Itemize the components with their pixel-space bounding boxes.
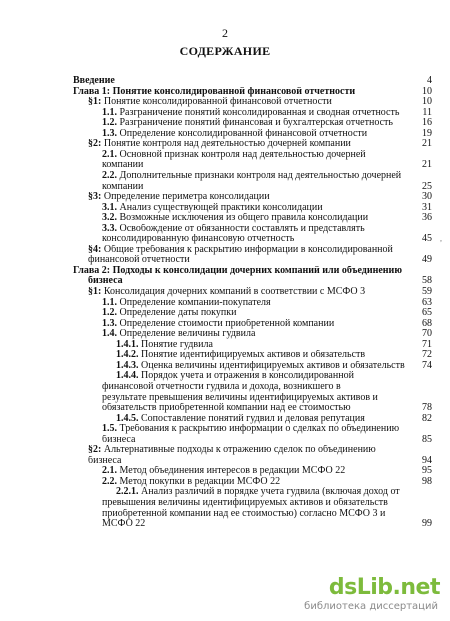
toc-entry: [0, 424, 450, 434]
toc-entry: [0, 403, 450, 413]
toc-entry-page: 25: [422, 180, 432, 192]
toc-entry-page: 63: [422, 296, 432, 308]
toc-entry: [0, 245, 450, 255]
toc-entry-text: [102, 203, 414, 213]
toc-entry-page: 74: [422, 359, 432, 371]
toc-entry-title: Порядок учета и отражения в консолидированной: [141, 371, 354, 382]
toc-entry: [0, 435, 450, 445]
toc-entry-title: консолидированную финансовую отчетность: [102, 234, 295, 245]
toc-entry-page: 98: [422, 475, 432, 487]
toc-entry-title: Анализ различий в порядке учета гудвила (включая доход от: [141, 487, 400, 498]
toc-entry-title: Основной признак контроля над деятельностью дочерней: [119, 149, 366, 160]
toc-entry-page: 70: [422, 328, 432, 340]
toc-entry-title: Консолидация дочерних компаний в соответствии с МСФО 3: [103, 287, 366, 297]
toc-entry-title: МСФО 22: [102, 519, 146, 530]
toc-entry: [0, 308, 450, 318]
toc-entry-number: 1.3.: [102, 318, 117, 329]
toc-entry-page: 72: [422, 349, 432, 361]
toc-entry-title: Метод объединения интересов в редакции МСФО 22: [119, 466, 346, 477]
toc-entry: [0, 192, 450, 202]
toc-entry-title: Понятие гудвила: [141, 339, 213, 350]
toc-entry-text: [102, 150, 414, 160]
toc-entry-text: [102, 329, 414, 339]
toc-entry-title: Возможные исключения из общего правила консолидации: [119, 213, 369, 224]
toc-entry-page: 85: [422, 433, 432, 445]
toc-entry-number: §3:: [88, 192, 102, 203]
toc-entry: [0, 445, 450, 455]
toc-entry-text: [102, 424, 414, 434]
toc-entry: [0, 319, 450, 329]
watermark-logo: dsLib.net: [328, 575, 440, 600]
toc-entry-text: [102, 319, 414, 329]
toc-entry-title: Анализ существующей практики консолидации: [119, 202, 323, 213]
toc-entry-title: обязательств приобретенной компании над ее стоимостью: [102, 403, 351, 414]
toc-entry-page: 94: [422, 454, 432, 466]
toc-entry: [0, 509, 450, 519]
toc-entry-number: 1.5.: [102, 424, 117, 435]
toc-entry-title: Глава 1: Понятие консолидированной финансовой отчетности: [73, 86, 356, 97]
toc-entry: [0, 477, 450, 487]
toc-entry-text: [116, 340, 414, 350]
toc-entry: [0, 329, 450, 339]
toc-entry: [0, 266, 450, 276]
toc-entry: [0, 466, 450, 476]
toc-entry-title: Введение: [73, 76, 115, 86]
toc-entry-title: Сопоставление понятий гудвил и деловая репутация: [141, 413, 365, 424]
toc-entry: [0, 171, 450, 181]
toc-entry-text: [102, 519, 414, 529]
toc-entry-text: [102, 435, 414, 445]
toc-entry: [0, 139, 450, 149]
toc-entry-number: 1.4.2.: [116, 350, 139, 361]
toc-entry-title: Определение величины гудвила: [119, 329, 256, 340]
toc-entry-title: Определение стоимости приобретенной компании: [119, 318, 335, 329]
toc-entry-number: 2.2.: [102, 476, 117, 487]
toc-entry-title: приобретенной компании над ее стоимостью) согласно МСФО 3 и: [102, 508, 386, 519]
toc-entry-page: 11: [422, 106, 432, 118]
toc-entry-page: 58: [422, 275, 432, 287]
toc-entry-text: [116, 361, 414, 371]
toc-entry-title: Определение даты покупки: [119, 308, 237, 319]
toc-entry-title: финансовой отчетности гудвила и дохода, возникшего в: [102, 381, 341, 392]
toc-entry-number: 2.2.1.: [116, 487, 139, 498]
toc-entry-number: 1.4.4.: [116, 371, 139, 382]
toc-entry-page: 30: [422, 191, 432, 203]
toc-entry-text: [102, 382, 414, 392]
toc-entry-page: 99: [422, 518, 432, 530]
toc-entry: [0, 150, 450, 160]
toc-entry-page: 65: [422, 307, 432, 319]
toc-entry-number: 2.1.: [102, 466, 117, 477]
toc-entry: [0, 498, 450, 508]
toc-entry-number: 1.4.: [102, 329, 117, 340]
toc-entry-title: Освобождение от обязанности составлять и представлять: [119, 223, 365, 234]
toc-entry-text: [102, 182, 414, 192]
toc-entry-number: 1.2.: [102, 118, 117, 129]
toc-entry-number: 3.2.: [102, 213, 117, 224]
toc-entry-text: [102, 118, 414, 128]
toc-entry-text: [102, 213, 414, 223]
toc-entry-page: 10: [422, 96, 432, 108]
toc-entry: [0, 129, 450, 139]
toc-entry-text: [102, 298, 414, 308]
toc-entry-title: Глава 2: Подходы к консолидации дочерних компаний или объединению: [73, 265, 402, 276]
page-title: СОДЕРЖАНИЕ: [179, 44, 271, 58]
watermark-subtitle: библиотека диссертаций: [304, 601, 438, 612]
toc-entry-title: Альтернативные подходы к отражению сделок по объединению: [103, 445, 376, 456]
toc-entry-number: §4:: [88, 244, 102, 255]
toc-entry-text: [102, 234, 414, 244]
toc-entry-text: [88, 192, 414, 202]
toc-entry-title: Оценка величины идентифицируемых активов и обязательств: [141, 360, 405, 371]
toc-entry: [0, 76, 450, 86]
toc-entry-text: [102, 477, 414, 487]
toc-entry-title: бизнеса: [88, 276, 123, 287]
toc-entry-number: 3.3.: [102, 223, 117, 234]
toc-entry: [0, 97, 450, 107]
toc-entry-title: Определение компании-покупателя: [119, 297, 271, 308]
toc-entry-text: [88, 287, 414, 297]
toc-entry-text: [116, 414, 414, 424]
toc-entry-text: [102, 160, 414, 170]
toc-entry-title: Общие требования к раскрытию информации в консолидированной: [103, 244, 393, 255]
toc-entry: [0, 234, 450, 244]
toc-entry-page: 21: [422, 159, 432, 171]
toc-entry-number: 1.4.3.: [116, 360, 139, 371]
page-number: 2: [222, 26, 228, 40]
toc-entry: [0, 87, 450, 97]
toc-entry-text: [102, 393, 414, 403]
toc-entry-page: 19: [422, 127, 432, 139]
toc-entry-page: 68: [422, 317, 432, 329]
toc-entry-number: §1:: [88, 287, 102, 297]
toc-entry-title: бизнеса: [88, 455, 122, 466]
toc-entry-title: компании: [102, 181, 144, 192]
toc-entry-title: компании: [102, 160, 144, 171]
toc-entry-page: 49: [422, 254, 432, 266]
toc-entry-number: §1:: [88, 97, 102, 108]
toc-entry-number: §2:: [88, 139, 102, 150]
toc-entry: [0, 414, 450, 424]
toc-entry: [0, 182, 450, 192]
toc-entry-page: 82: [422, 412, 432, 424]
toc-entry-text: [102, 498, 414, 508]
toc-entry-page: 36: [422, 212, 432, 224]
toc-entry: [0, 361, 450, 371]
toc-entry-title: Разграничение понятий консолидированная и сводная отчетность: [119, 107, 400, 118]
toc-entry-title: Определение консолидированной финансовой отчетности: [119, 128, 368, 139]
toc-entry-title: превышения величины идентифицируемых активов и обязательств: [102, 498, 388, 508]
toc-entry-text: [102, 308, 414, 318]
toc-entry-text: [102, 509, 414, 519]
toc-entry-number: 2.2.: [102, 170, 117, 181]
toc-entry-title: результате превышения величины идентифицируемых активов и: [102, 392, 378, 403]
toc-entry-title: бизнеса: [102, 434, 136, 445]
toc-entry-number: §2:: [88, 445, 102, 456]
toc-entry-text: [73, 87, 414, 97]
toc-entry: [0, 213, 450, 223]
toc-entry-number: 2.1.: [102, 149, 117, 160]
toc-entry: [0, 203, 450, 213]
toc-entry-title: Разграничение понятий финансовая и бухгалтерская отчетность: [119, 118, 393, 129]
toc-entry-page: 21: [422, 138, 432, 150]
toc-entry: [0, 519, 450, 529]
toc-entry: [0, 350, 450, 360]
toc-entry-text: [102, 108, 414, 118]
toc-entry-page: 16: [422, 117, 432, 129]
toc-entry-title: финансовой отчетности: [88, 255, 190, 266]
toc-entry-title: Понятие консолидированной финансовой отчетности: [103, 97, 332, 108]
toc-entry-text: [88, 245, 414, 255]
toc-entry-text: [88, 255, 414, 265]
toc-entry-text: [116, 487, 414, 497]
toc-entry-text: [88, 456, 414, 466]
toc-entry: [0, 287, 450, 297]
toc-entry-text: [73, 266, 414, 276]
toc-entry-page: 4: [427, 75, 432, 86]
toc-entry: [0, 371, 450, 381]
toc-entry-text: [88, 97, 414, 107]
toc-entry-title: Метод покупки в редакции МСФО 22: [119, 476, 281, 487]
toc-entry-title: Понятие контроля над деятельностью дочерней компании: [103, 139, 351, 150]
toc-entry: [0, 118, 450, 128]
toc-entry-number: 3.1.: [102, 202, 117, 213]
toc-entry-number: 1.1.: [102, 297, 117, 308]
toc-entry-text: [88, 445, 414, 455]
toc-entry-text: [88, 276, 414, 286]
toc-entry: [0, 160, 450, 170]
toc-entry: [0, 224, 450, 234]
toc-entry-number: 1.3.: [102, 128, 117, 139]
toc-entry-title: Требования к раскрытию информации о сделках по объединению: [119, 424, 400, 435]
toc-entry: [0, 487, 450, 497]
toc-entry-page: 95: [422, 465, 432, 477]
toc-entry-page: 71: [422, 338, 432, 350]
toc-entry-page: 31: [422, 201, 432, 213]
toc-entry: [0, 108, 450, 118]
toc-entry-title: Дополнительные признаки контроля над деятельностью дочерней: [119, 170, 402, 181]
toc-entry-page: 78: [422, 402, 432, 414]
toc-entry-number: 1.1.: [102, 107, 117, 118]
toc-entry-text: [102, 403, 414, 413]
toc-entry: [0, 255, 450, 265]
toc-entry-page: 45: [422, 233, 432, 245]
toc-entry-number: 1.4.5.: [116, 413, 139, 424]
toc-entry-text: [102, 129, 414, 139]
toc-entry-text: [116, 350, 414, 360]
toc-entry-title: Понятие идентифицируемых активов и обязательств: [141, 350, 366, 361]
toc-entry-page: 59: [422, 286, 432, 297]
toc-entry-text: [88, 139, 414, 149]
toc-entry-text: [102, 466, 414, 476]
toc-entry-number: 1.2.: [102, 308, 117, 319]
toc-entry: [0, 393, 450, 403]
toc-entry: [0, 298, 450, 308]
toc-entry-text: [102, 224, 414, 234]
toc-entry: [0, 276, 450, 286]
toc-entry: [0, 382, 450, 392]
toc-entry-page: 10: [422, 85, 432, 97]
toc-entry: [0, 456, 450, 466]
toc-entry-title: Определение периметра консолидации: [103, 192, 270, 203]
toc-entry-text: [73, 76, 414, 86]
watermark: [280, 575, 440, 615]
toc-entry-text: [116, 371, 414, 381]
stray-mark: ,: [440, 234, 442, 243]
toc-entry-number: 1.4.1.: [116, 339, 139, 350]
toc-entry: [0, 340, 450, 350]
toc-entry-text: [102, 171, 414, 181]
